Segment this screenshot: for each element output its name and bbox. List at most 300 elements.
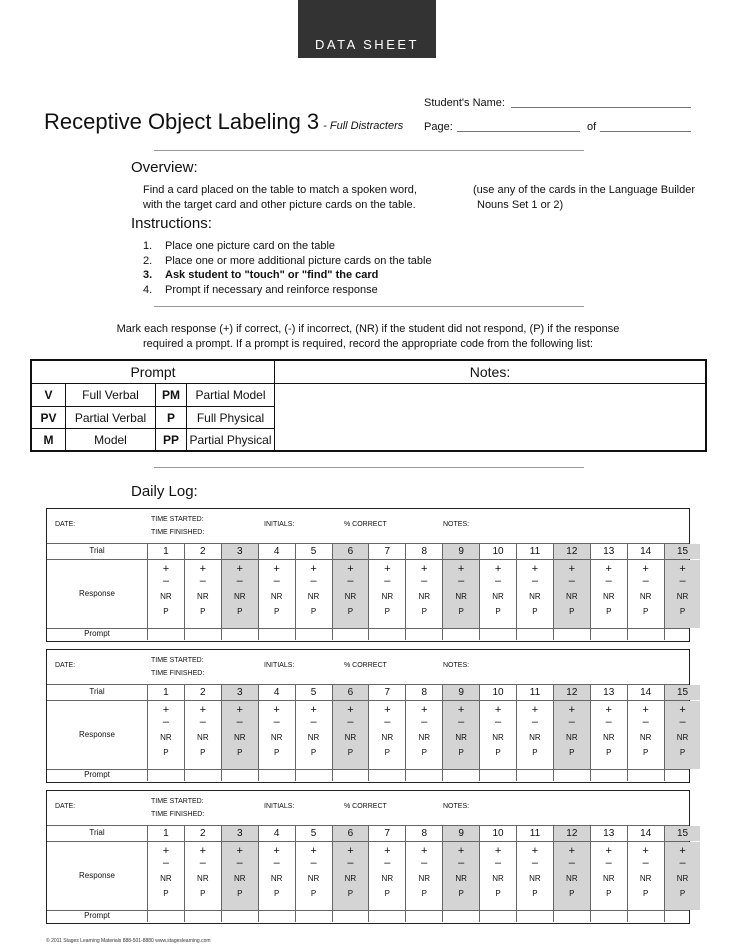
correct-mark[interactable]: + (384, 845, 391, 857)
no-response-mark[interactable]: NR (529, 592, 541, 601)
response-cell[interactable] (553, 842, 590, 910)
correct-mark[interactable]: + (236, 704, 243, 716)
correct-mark[interactable]: + (457, 704, 465, 716)
no-response-mark[interactable]: NR (197, 733, 209, 742)
correct-mark[interactable]: + (199, 704, 207, 716)
prompt-cell[interactable] (590, 911, 627, 922)
incorrect-mark[interactable]: – (642, 857, 649, 869)
incorrect-mark[interactable]: – (273, 716, 280, 728)
trial-number: 13 (590, 826, 627, 841)
incorrect-mark[interactable]: – (384, 857, 391, 869)
prompt-cell[interactable] (442, 629, 479, 640)
correct-mark[interactable]: + (162, 563, 170, 575)
response-cell[interactable] (147, 842, 184, 910)
no-response-mark[interactable]: NR (492, 733, 504, 742)
incorrect-mark[interactable]: – (347, 575, 354, 587)
no-response-mark[interactable]: NR (676, 733, 689, 742)
no-response-mark[interactable]: NR (270, 874, 283, 883)
incorrect-mark[interactable]: – (568, 857, 575, 869)
no-response-mark[interactable]: NR (160, 733, 172, 742)
correct-mark[interactable]: + (273, 704, 280, 716)
marking-instructions (0, 322, 736, 351)
response-cell[interactable] (479, 842, 516, 910)
prompt-cell[interactable] (295, 629, 332, 640)
correct-mark[interactable]: + (679, 563, 686, 575)
response-cell[interactable] (516, 560, 553, 628)
correct-mark[interactable]: + (347, 563, 354, 575)
prompted-mark[interactable]: P (384, 607, 390, 616)
prompt-cell[interactable] (258, 770, 295, 781)
response-cell[interactable] (553, 560, 590, 628)
prompt-cell[interactable] (258, 629, 295, 640)
correct-mark[interactable]: + (310, 704, 317, 716)
response-cell[interactable] (590, 842, 627, 910)
no-response-mark[interactable]: NR (418, 874, 431, 883)
incorrect-mark[interactable]: – (494, 716, 502, 728)
student-name-field[interactable] (511, 107, 691, 108)
prompted-mark[interactable]: P (569, 748, 575, 757)
prompted-mark[interactable]: P (606, 748, 612, 757)
response-cell[interactable] (332, 560, 369, 628)
incorrect-mark[interactable]: – (199, 857, 206, 869)
prompted-mark[interactable]: P (384, 889, 390, 898)
incorrect-mark[interactable]: – (531, 857, 538, 869)
prompt-cell[interactable] (221, 911, 258, 922)
response-cell[interactable] (221, 842, 258, 910)
response-cell[interactable] (516, 842, 553, 910)
response-cell[interactable] (590, 701, 627, 769)
no-response-mark[interactable]: NR (639, 874, 652, 883)
prompted-mark[interactable]: P (495, 889, 501, 898)
prompted-mark[interactable]: P (679, 748, 686, 757)
response-cell[interactable] (627, 701, 664, 769)
prompted-mark[interactable]: P (237, 748, 243, 757)
no-response-mark[interactable]: NR (344, 733, 357, 742)
no-response-mark[interactable]: NR (529, 733, 541, 742)
incorrect-mark[interactable]: – (384, 716, 391, 728)
incorrect-mark[interactable]: – (199, 716, 206, 728)
prompted-mark[interactable]: P (200, 607, 206, 616)
incorrect-mark[interactable]: – (458, 716, 465, 728)
prompt-cell[interactable] (664, 629, 701, 640)
correct-mark[interactable]: + (347, 704, 354, 716)
no-response-mark[interactable]: NR (233, 733, 246, 742)
prompted-mark[interactable]: P (606, 889, 612, 898)
response-cell[interactable] (405, 560, 442, 628)
incorrect-mark[interactable]: – (310, 857, 317, 869)
response-cell[interactable] (405, 701, 442, 769)
incorrect-mark[interactable]: – (310, 575, 317, 587)
of-label: of (587, 121, 597, 133)
incorrect-mark[interactable]: – (421, 857, 428, 869)
correct-mark[interactable]: + (236, 563, 243, 575)
response-cell[interactable] (664, 701, 701, 769)
response-cell[interactable] (664, 842, 701, 910)
response-cell[interactable] (368, 842, 405, 910)
response-cell[interactable] (442, 842, 479, 910)
trial-number: 4 (258, 544, 295, 559)
prompted-mark[interactable]: P (458, 607, 464, 616)
prompt-label: Partial Model (195, 388, 266, 402)
prompt-cell[interactable] (332, 770, 369, 781)
response-cell[interactable] (368, 701, 405, 769)
correct-mark[interactable]: + (679, 845, 686, 857)
prompt-cell[interactable] (590, 629, 627, 640)
correct-mark[interactable]: + (310, 563, 317, 575)
no-response-mark[interactable]: NR (566, 733, 578, 742)
correct-mark[interactable]: + (494, 563, 502, 575)
no-response-mark[interactable]: NR (307, 874, 320, 883)
prompted-mark[interactable]: P (642, 889, 649, 898)
prompted-mark[interactable]: P (458, 748, 464, 757)
response-cell[interactable] (295, 842, 332, 910)
incorrect-mark[interactable]: – (568, 575, 575, 587)
incorrect-mark[interactable]: – (236, 575, 243, 587)
incorrect-mark[interactable]: – (605, 716, 612, 728)
prompted-mark[interactable]: P (421, 889, 427, 898)
response-cell[interactable] (147, 560, 184, 628)
prompt-cell[interactable] (147, 770, 184, 781)
initials-label: INITIALS: (264, 662, 295, 669)
prompted-mark[interactable]: P (200, 889, 206, 898)
trial-number: 9 (442, 544, 479, 559)
response-cell[interactable] (221, 701, 258, 769)
prompt-cell[interactable] (516, 770, 553, 781)
response-cell[interactable] (516, 701, 553, 769)
prompted-mark[interactable]: P (347, 607, 354, 616)
no-response-mark[interactable]: NR (455, 733, 467, 742)
correct-mark[interactable]: + (310, 845, 317, 857)
trial-number: 14 (627, 685, 664, 700)
response-cell[interactable] (368, 560, 405, 628)
no-response-mark[interactable]: NR (160, 592, 172, 601)
incorrect-mark[interactable]: – (531, 716, 538, 728)
prompted-mark[interactable]: P (532, 889, 538, 898)
response-cell[interactable] (258, 560, 295, 628)
no-response-mark[interactable]: NR (639, 592, 652, 601)
prompt-cell[interactable] (221, 770, 258, 781)
correct-mark[interactable]: + (642, 704, 649, 716)
no-response-mark[interactable]: NR (160, 874, 172, 883)
prompted-mark[interactable]: P (569, 607, 575, 616)
prompt-code: P (166, 410, 175, 425)
no-response-mark[interactable]: NR (566, 592, 578, 601)
incorrect-mark[interactable]: – (458, 857, 465, 869)
response-cell[interactable] (442, 560, 479, 628)
no-response-mark[interactable]: NR (455, 592, 467, 601)
prompted-mark[interactable]: P (569, 889, 575, 898)
prompted-mark[interactable]: P (237, 889, 243, 898)
response-cell[interactable] (295, 701, 332, 769)
prompted-mark[interactable]: P (532, 748, 538, 757)
no-response-mark[interactable]: NR (344, 592, 357, 601)
correct-mark[interactable]: + (384, 563, 391, 575)
prompted-mark[interactable]: P (163, 748, 169, 757)
prompted-mark[interactable]: P (237, 607, 243, 616)
prompted-mark[interactable]: P (273, 607, 280, 616)
response-cell[interactable] (221, 560, 258, 628)
response-cell[interactable] (184, 560, 221, 628)
prompt-cell[interactable] (553, 629, 590, 640)
prompt-cell[interactable] (516, 629, 553, 640)
prompt-cell[interactable] (221, 629, 258, 640)
response-cell[interactable] (295, 560, 332, 628)
prompted-mark[interactable]: P (606, 607, 612, 616)
overview-note-line: (use any of the cards in the Language Builder (473, 184, 695, 196)
prompt-cell[interactable] (664, 770, 701, 781)
prompted-mark[interactable]: P (273, 748, 280, 757)
prompted-mark[interactable]: P (163, 607, 169, 616)
correct-mark[interactable]: + (642, 845, 649, 857)
prompted-mark[interactable]: P (421, 748, 427, 757)
correct-mark[interactable]: + (457, 845, 465, 857)
prompted-mark[interactable]: P (421, 607, 427, 616)
no-response-mark[interactable]: NR (270, 592, 283, 601)
prompted-mark[interactable]: P (310, 607, 317, 616)
prompt-code: PV (40, 410, 57, 425)
marking-line: required a prompt. If a prompt is required, record the appropriate code from the following list: (142, 337, 593, 350)
no-response-mark[interactable]: NR (307, 733, 320, 742)
response-cell[interactable] (664, 560, 701, 628)
prompt-code: M (43, 432, 54, 447)
prompt-cell[interactable] (553, 770, 590, 781)
correct-mark[interactable]: + (199, 845, 207, 857)
prompt-cell[interactable] (442, 770, 479, 781)
no-response-mark[interactable]: NR (566, 874, 578, 883)
response-cell[interactable] (479, 701, 516, 769)
prompt-cell[interactable] (295, 770, 332, 781)
prompt-cell[interactable] (184, 770, 221, 781)
prompted-mark[interactable]: P (532, 607, 538, 616)
incorrect-mark[interactable]: – (568, 716, 575, 728)
correct-mark[interactable]: + (457, 563, 465, 575)
prompt-code-table (30, 359, 707, 452)
response-cell[interactable] (627, 560, 664, 628)
response-cell[interactable] (184, 842, 221, 910)
correct-mark[interactable]: + (679, 704, 686, 716)
prompt-cell[interactable] (332, 629, 369, 640)
no-response-mark[interactable]: NR (418, 592, 431, 601)
prompt-cell[interactable] (184, 911, 221, 922)
daily-log-block (46, 508, 690, 642)
response-cell[interactable] (332, 701, 369, 769)
incorrect-mark[interactable]: – (310, 716, 317, 728)
prompt-cell[interactable] (664, 911, 701, 922)
incorrect-mark[interactable]: – (236, 716, 243, 728)
incorrect-mark[interactable]: – (162, 716, 169, 728)
prompt-cell[interactable] (147, 629, 184, 640)
correct-mark[interactable]: + (531, 563, 539, 575)
correct-mark[interactable]: + (162, 845, 170, 857)
trial-number: 2 (184, 685, 221, 700)
no-response-mark[interactable]: NR (381, 733, 394, 742)
notes-area[interactable] (276, 384, 704, 450)
no-response-mark[interactable]: NR (492, 874, 504, 883)
prompted-mark[interactable]: P (495, 748, 501, 757)
no-response-mark[interactable]: NR (418, 733, 431, 742)
correct-mark[interactable]: + (384, 704, 391, 716)
prompt-cell[interactable] (368, 911, 405, 922)
prompt-cell[interactable] (368, 770, 405, 781)
trial-number: 14 (627, 544, 664, 559)
prompted-mark[interactable]: P (200, 748, 206, 757)
prompt-cell[interactable] (479, 629, 516, 640)
correct-mark[interactable]: + (605, 845, 612, 857)
incorrect-mark[interactable]: – (273, 575, 280, 587)
prompt-cell[interactable] (479, 770, 516, 781)
incorrect-mark[interactable]: – (162, 857, 169, 869)
overview-line: Find a card placed on the table to match a spoken word, (143, 184, 417, 196)
no-response-mark[interactable]: NR (602, 592, 615, 601)
response-cell[interactable] (147, 701, 184, 769)
prompted-mark[interactable]: P (273, 889, 280, 898)
correct-mark[interactable]: + (531, 845, 539, 857)
correct-mark[interactable]: + (605, 563, 612, 575)
no-response-mark[interactable]: NR (233, 874, 246, 883)
prompted-mark[interactable]: P (347, 889, 354, 898)
no-response-mark[interactable]: NR (602, 733, 615, 742)
prompted-mark[interactable]: P (642, 607, 649, 616)
no-response-mark[interactable]: NR (455, 874, 467, 883)
response-cell[interactable] (258, 842, 295, 910)
incorrect-mark[interactable]: – (494, 575, 502, 587)
prompt-cell[interactable] (368, 629, 405, 640)
no-response-mark[interactable]: NR (197, 874, 209, 883)
no-response-mark[interactable]: NR (639, 733, 652, 742)
incorrect-mark[interactable]: – (679, 857, 686, 869)
prompt-cell[interactable] (442, 911, 479, 922)
prompt-cell[interactable] (405, 911, 442, 922)
divider (154, 467, 584, 468)
prompt-cell[interactable] (405, 770, 442, 781)
correct-mark[interactable]: + (347, 845, 354, 857)
correct-mark[interactable]: + (642, 563, 649, 575)
prompted-mark[interactable]: P (679, 607, 686, 616)
no-response-mark[interactable]: NR (529, 874, 541, 883)
incorrect-mark[interactable]: – (199, 575, 206, 587)
incorrect-mark[interactable]: – (605, 575, 612, 587)
response-cell[interactable] (405, 842, 442, 910)
prompted-mark[interactable]: P (347, 748, 354, 757)
prompted-mark[interactable]: P (642, 748, 649, 757)
session-info-bar (47, 509, 689, 543)
no-response-mark[interactable]: NR (270, 733, 283, 742)
prompt-cell[interactable] (147, 911, 184, 922)
prompt-cell[interactable] (184, 629, 221, 640)
trial-number: 13 (590, 544, 627, 559)
response-cell[interactable] (479, 560, 516, 628)
incorrect-mark[interactable]: – (679, 716, 686, 728)
correct-mark[interactable]: + (494, 704, 502, 716)
no-response-mark[interactable]: NR (676, 592, 689, 601)
correct-mark[interactable]: + (273, 845, 280, 857)
incorrect-mark[interactable]: – (347, 716, 354, 728)
no-response-mark[interactable]: NR (602, 874, 615, 883)
prompt-cell[interactable] (590, 770, 627, 781)
correct-mark[interactable]: + (273, 563, 280, 575)
page-total-field[interactable] (600, 131, 691, 132)
response-cell[interactable] (553, 701, 590, 769)
incorrect-mark[interactable]: – (273, 857, 280, 869)
prompt-cell[interactable] (516, 911, 553, 922)
footer-text: © 2011 Stages Learning Materials 888-501-8880 www.stageslearning.com (46, 938, 211, 944)
prompt-label: Model (94, 432, 127, 447)
incorrect-mark[interactable]: – (347, 857, 354, 869)
correct-mark[interactable]: + (421, 845, 428, 857)
correct-mark[interactable]: + (421, 704, 428, 716)
no-response-mark[interactable]: NR (381, 874, 394, 883)
prompt-cell[interactable] (553, 911, 590, 922)
incorrect-mark[interactable]: – (642, 575, 649, 587)
no-response-mark[interactable]: NR (676, 874, 689, 883)
correct-mark[interactable]: + (494, 845, 502, 857)
correct-mark[interactable]: + (236, 845, 243, 857)
correct-mark[interactable]: + (162, 704, 170, 716)
prompt-cell[interactable] (405, 629, 442, 640)
response-cell[interactable] (590, 560, 627, 628)
response-cell[interactable] (258, 701, 295, 769)
incorrect-mark[interactable]: – (605, 857, 612, 869)
prompted-mark[interactable]: P (384, 748, 390, 757)
prompted-mark[interactable]: P (310, 748, 317, 757)
prompted-mark[interactable]: P (679, 889, 686, 898)
correct-mark[interactable]: + (568, 845, 576, 857)
no-response-mark[interactable]: NR (197, 592, 209, 601)
incorrect-mark[interactable]: – (494, 857, 502, 869)
no-response-mark[interactable]: NR (492, 592, 504, 601)
correct-mark[interactable]: + (568, 563, 576, 575)
incorrect-mark[interactable]: – (162, 575, 169, 587)
incorrect-mark[interactable]: – (679, 575, 686, 587)
correct-mark[interactable]: + (421, 563, 428, 575)
correct-mark[interactable]: + (531, 704, 539, 716)
incorrect-mark[interactable]: – (642, 716, 649, 728)
no-response-mark[interactable]: NR (233, 592, 246, 601)
prompt-cell[interactable] (258, 911, 295, 922)
incorrect-mark[interactable]: – (458, 575, 465, 587)
prompt-cell[interactable] (627, 770, 664, 781)
incorrect-mark[interactable]: – (236, 857, 243, 869)
correct-mark[interactable]: + (199, 563, 207, 575)
incorrect-mark[interactable]: – (421, 716, 428, 728)
prompted-mark[interactable]: P (163, 889, 169, 898)
prompt-cell[interactable] (332, 911, 369, 922)
trial-number: 11 (516, 685, 553, 700)
no-response-mark[interactable]: NR (381, 592, 394, 601)
no-response-mark[interactable]: NR (307, 592, 320, 601)
correct-mark[interactable]: + (568, 704, 576, 716)
prompted-mark[interactable]: P (495, 607, 501, 616)
page-number-field[interactable] (457, 131, 580, 132)
prompted-mark[interactable]: P (310, 889, 317, 898)
incorrect-mark[interactable]: – (531, 575, 538, 587)
response-cell[interactable] (332, 842, 369, 910)
prompt-cell[interactable] (627, 629, 664, 640)
prompted-mark[interactable]: P (458, 889, 464, 898)
prompt-cell[interactable] (295, 911, 332, 922)
incorrect-mark[interactable]: – (384, 575, 391, 587)
prompt-cell[interactable] (479, 911, 516, 922)
response-cell[interactable] (627, 842, 664, 910)
response-cell[interactable] (184, 701, 221, 769)
prompt-row-label: Prompt (84, 770, 110, 779)
trial-number: 2 (184, 826, 221, 841)
no-response-mark[interactable]: NR (344, 874, 357, 883)
prompt-cell[interactable] (627, 911, 664, 922)
response-cell[interactable] (442, 701, 479, 769)
correct-mark[interactable]: + (605, 704, 612, 716)
incorrect-mark[interactable]: – (421, 575, 428, 587)
